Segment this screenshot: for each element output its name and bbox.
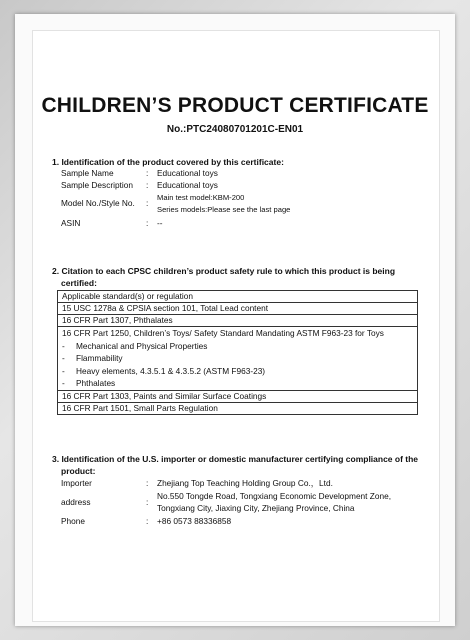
series-models-value: Series models:Please see the last page <box>157 205 291 214</box>
dash-bullet: - <box>62 365 65 376</box>
section3-heading-line1: 3. Identification of the U.S. importer or domestic manufacturer certifying compliance of the <box>52 454 419 464</box>
standards-table <box>57 290 418 415</box>
sample-description-value: Educational toys <box>157 180 218 190</box>
section3-heading-line2: product: <box>61 466 96 476</box>
sample-name-value: Educational toys <box>157 168 218 178</box>
certificate-title: CHILDREN’S PRODUCT CERTIFICATE <box>41 94 429 117</box>
section2-heading-line1: 2. Citation to each CPSC children’s product safety rule to which this product is being <box>52 266 396 276</box>
importer-value: Zhejiang Top Teaching Holding Group Co.，Ltd. <box>157 478 333 488</box>
address-colon: : <box>146 497 149 507</box>
standards-table-header: Applicable standard(s) or regulation <box>58 291 418 303</box>
asin-value: -- <box>157 218 163 228</box>
address-label: address <box>61 497 91 507</box>
dash-bullet: - <box>62 378 65 388</box>
address-line1: No.550 Tongde Road, Tongxiang Economic Development Zone, <box>157 491 392 501</box>
model-no-colon: : <box>146 198 149 208</box>
sub-item-label: Phthalates <box>76 378 116 388</box>
section1-heading: 1. Identification of the product covered by this certificate: <box>52 157 284 167</box>
certificate-number: No.:PTC24080701201C-EN01 <box>166 124 304 135</box>
table-row <box>58 402 418 414</box>
main-test-model-value: Main test model:KBM-200 <box>157 193 245 202</box>
standard-childrens-toys: 16 CFR Part 1250, Children’s Toys/ Safety Standard Mandating ASTM F963-23 for Toys <box>62 328 384 338</box>
sub-item-label: Flammability <box>76 353 123 363</box>
standard-childrens-toys-cell <box>58 327 418 391</box>
importer-label: Importer <box>61 478 92 488</box>
sample-description-label: Sample Description <box>61 180 133 190</box>
section3-heading <box>52 453 418 477</box>
model-no-label: Model No./Style No. <box>61 198 135 208</box>
dash-bullet: - <box>62 340 65 351</box>
section2-heading <box>52 265 395 289</box>
standard-small-parts: 16 CFR Part 1501, Small Parts Regulation <box>58 402 418 414</box>
table-row <box>58 291 418 303</box>
sub-item-heavy-elements <box>62 365 413 378</box>
asin-label: ASIN <box>61 218 81 228</box>
table-row <box>58 327 418 391</box>
phone-value: +86 0573 88336858 <box>157 516 232 526</box>
asin-colon: : <box>146 218 149 228</box>
table-row <box>58 315 418 327</box>
phone-colon: : <box>146 516 149 526</box>
address-line2: Tongxiang City, Jiaxing City, Zhejiang Province, China <box>157 503 355 513</box>
standard-paints-coatings: 16 CFR Part 1303, Paints and Similar Surface Coatings <box>58 390 418 402</box>
importer-colon: : <box>146 478 149 488</box>
sub-item-label: Mechanical and Physical Properties <box>76 340 208 351</box>
sample-name-colon: : <box>146 168 149 178</box>
sub-item-mechanical <box>62 340 413 353</box>
standard-lead-content: 15 USC 1278a & CPSIA section 101, Total Lead content <box>58 303 418 315</box>
sub-item-label: Heavy elements, 4.3.5.1 & 4.3.5.2 (ASTM F963-23) <box>76 365 266 376</box>
table-row <box>58 390 418 402</box>
sample-name-label: Sample Name <box>61 168 114 178</box>
sample-description-colon: : <box>146 180 149 190</box>
dash-bullet: - <box>62 353 65 363</box>
phone-label: Phone <box>61 516 85 526</box>
sub-item-phthalates <box>62 377 413 390</box>
standard-phthalates: 16 CFR Part 1307, Phthalates <box>58 315 418 327</box>
sub-item-flammability <box>62 352 413 365</box>
table-row <box>58 303 418 315</box>
section2-heading-line2: certified: <box>61 278 97 288</box>
